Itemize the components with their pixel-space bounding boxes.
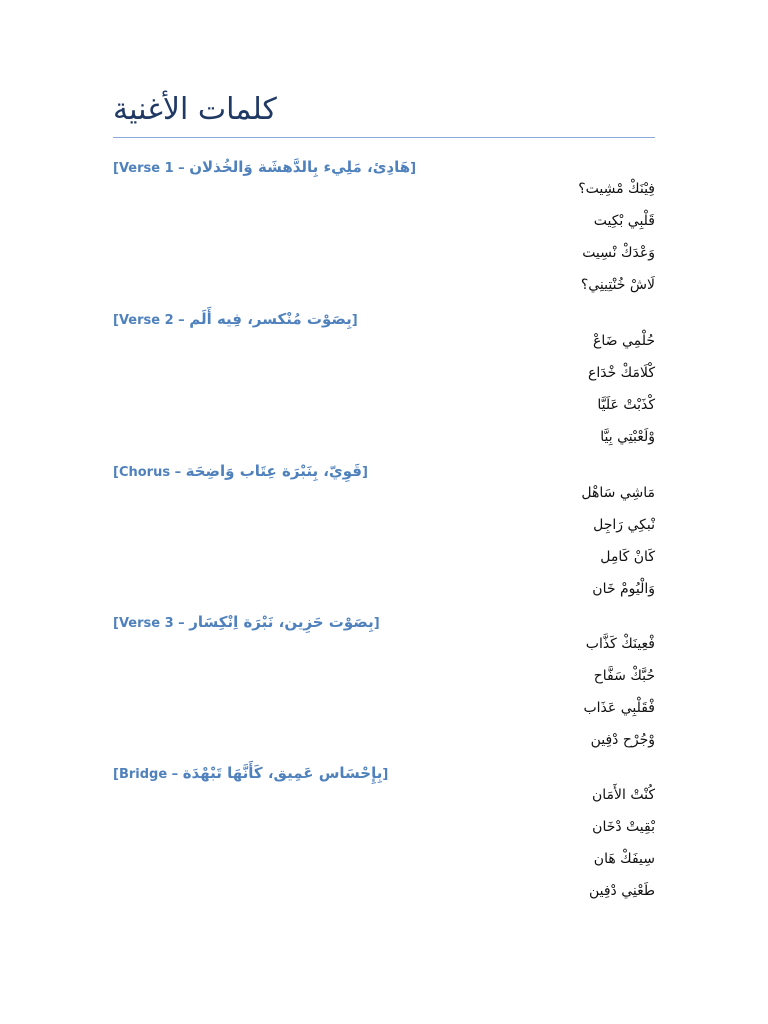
lyric-line: فِيْنَكْ مْشِيت؟: [578, 181, 655, 197]
page-title: كلمات الأغنية: [113, 92, 277, 127]
section-heading: [113, 762, 388, 786]
lyric-line: وْجُرْح دْفِين: [590, 732, 655, 748]
lyric-line: كْلَامَكْ خْدَاع: [587, 365, 655, 381]
lyric-line: كُنْتْ الأَمَان: [591, 787, 655, 803]
lyric-line: سِيفَكْ هَان: [593, 851, 655, 867]
section-heading: [113, 308, 358, 332]
heading-description: هَادِئ، مَلِيء بِالدَّهشَة وَالخُذلان: [189, 158, 411, 176]
lyric-line: فْقَلْبِي عَذَاب: [583, 700, 655, 716]
heading-tag: [Verse 3 –: [113, 616, 190, 631]
section-heading: [113, 460, 368, 484]
lyric-line: وْلَعْبْتِي بِيَّا: [600, 429, 655, 445]
lyric-line: حُلْمِي ضَاعْ: [592, 333, 655, 349]
heading-close: ]: [351, 313, 358, 328]
lyric-line: قَلْبِي بْكِيت: [593, 213, 655, 229]
heading-tag: [Verse 1 –: [113, 161, 190, 176]
lyric-line: كْذَبْتْ عَلَيَّا: [597, 397, 655, 413]
heading-description: بِإِحْسَاس عَمِيق، كَأَنَّهَا تَبْهْدَة: [182, 764, 383, 782]
heading-description: بِصَوْت مُنْكسر، فِيه أَلَم: [189, 310, 352, 328]
lyric-line: مَاشِي سَاهْل: [581, 485, 655, 501]
section-heading: [113, 611, 380, 635]
heading-tag: [Verse 2 –: [113, 313, 190, 328]
heading-close: ]: [382, 767, 389, 782]
lyric-line: كَانْ كَامِل: [600, 549, 655, 565]
lyric-line: فْعِينَكْ كَذَّاب: [585, 636, 655, 652]
lyric-line: نْبكِي رَاجِل: [593, 517, 655, 533]
heading-close: ]: [373, 616, 380, 631]
heading-tag: [Chorus –: [113, 465, 186, 480]
heading-description: بِصَوْت حَزِين، نَبْرَة اِنْكِسَار: [189, 613, 374, 631]
section-heading: [113, 156, 416, 180]
lyric-line: حُبَّكْ سَفَّاح: [593, 668, 655, 684]
heading-description: قَوِيّ، بِنَبْرَة عِتَاب وَاضِحَة: [185, 462, 362, 480]
heading-tag: [Bridge –: [113, 767, 183, 782]
lyric-line: بْقِيتْ دْخَان: [592, 819, 655, 835]
lyric-line: لَاشْ خُنْتِينِي؟: [580, 277, 655, 293]
lyric-line: طَعْنِي دْفِين: [588, 883, 655, 899]
lyric-line: وَالْيُومْ خَان: [592, 581, 655, 597]
heading-close: ]: [361, 465, 368, 480]
heading-close: ]: [410, 161, 417, 176]
lyric-line: وَعْدَكْ نْسِيت: [582, 245, 655, 261]
title-underline: [113, 137, 655, 138]
